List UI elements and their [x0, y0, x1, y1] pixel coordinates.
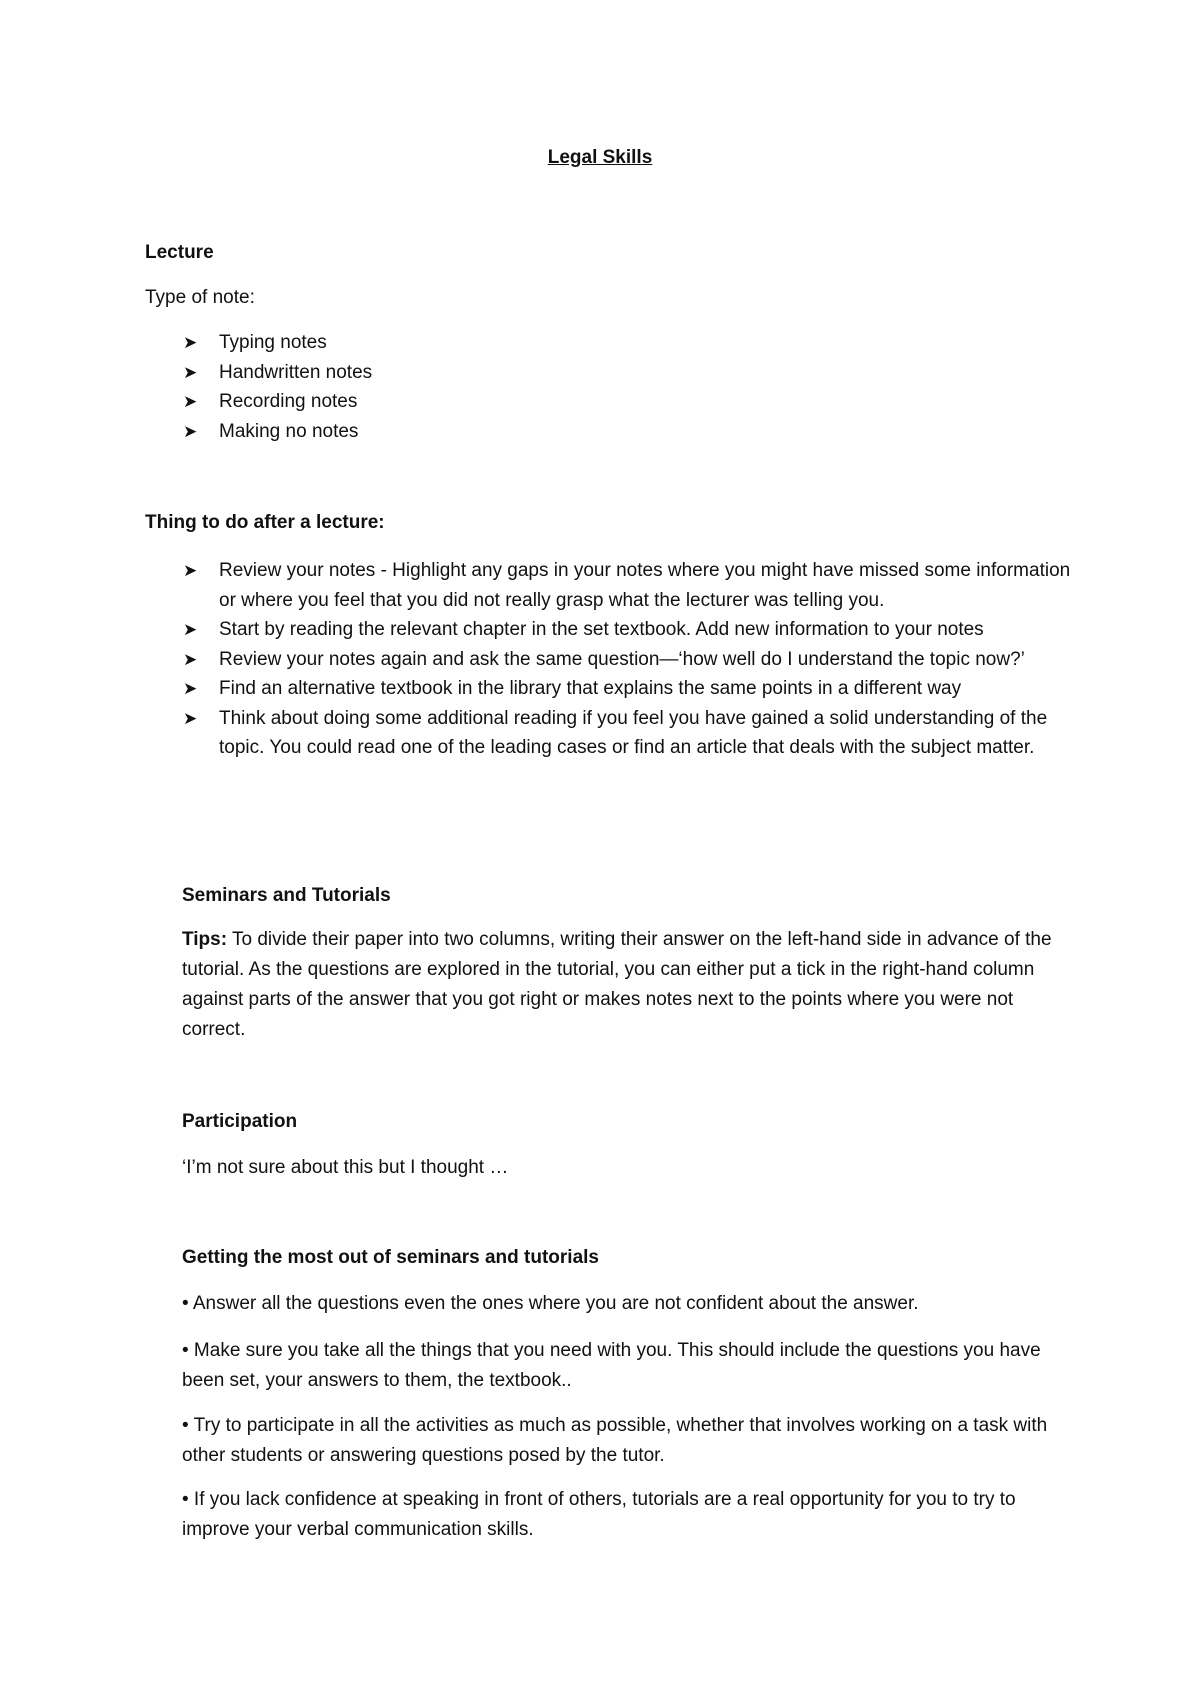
- list-item: ➤ Review your notes - Highlight any gaps in your notes where you might have missed some information or where you feel that you did not really grasp what the lecturer was telling you.: [145, 556, 1075, 615]
- arrow-bullet-icon: ➤: [183, 649, 198, 669]
- arrow-bullet-icon: ➤: [183, 362, 198, 382]
- tips-text: To divide their paper into two columns, writing their answer on the left-hand side in advance of the tutorial. As the questions are explored in the tutorial, you can either put a tick in the right-hand column against parts of the answer that you got right or makes notes next to the points where you were not correct.: [182, 929, 1052, 1040]
- participation-heading: Participation: [182, 1111, 298, 1132]
- note-type-label: Type of note:: [145, 287, 255, 308]
- document-title: Legal Skills: [547, 147, 653, 168]
- participation-quote: ‘I’m not sure about this but I thought …: [182, 1157, 509, 1178]
- note-types-list: [145, 328, 1045, 446]
- tips-label: Tips:: [182, 929, 228, 950]
- list-item: ➤ Making no notes: [145, 417, 1045, 447]
- most-out-item: • Try to participate in all the activities as much as possible, whether that involves working on a task with other students or answering questions posed by the tutor.: [182, 1415, 1048, 1466]
- list-item: ➤ Recording notes: [145, 387, 1045, 417]
- list-item: ➤ Typing notes: [145, 328, 1045, 358]
- arrow-bullet-icon: ➤: [183, 392, 198, 411]
- after-lecture-list: [145, 556, 1075, 763]
- tips-paragraph: [182, 925, 1062, 1045]
- most-out-heading: Getting the most out of seminars and tutorials: [182, 1247, 599, 1268]
- arrow-bullet-icon: ➤: [183, 561, 198, 580]
- most-out-item: • Make sure you take all the things that you need with you. This should include the questions you have been set, your answers to them, the textbook..: [182, 1340, 1041, 1391]
- most-out-item: • Answer all the questions even the ones where you are not confident about the answer.: [182, 1293, 919, 1314]
- after-lecture-heading: Thing to do after a lecture:: [145, 512, 385, 533]
- lecture-heading: Lecture: [145, 242, 214, 263]
- most-out-item: • If you lack confidence at speaking in front of others, tutorials are a real opportunity for you to try to improve your verbal communication skills.: [182, 1489, 1016, 1540]
- arrow-bullet-icon: ➤: [183, 708, 198, 728]
- arrow-bullet-icon: ➤: [183, 620, 198, 639]
- arrow-bullet-icon: ➤: [183, 679, 198, 698]
- list-item: ➤ Start by reading the relevant chapter in the set textbook. Add new information to your notes: [145, 615, 1075, 645]
- list-item: ➤ Handwritten notes: [145, 358, 1045, 388]
- seminars-heading: Seminars and Tutorials: [182, 885, 391, 906]
- arrow-bullet-icon: ➤: [183, 333, 198, 352]
- list-item: ➤ Review your notes again and ask the same question—‘how well do I understand the topic now?’: [145, 645, 1075, 675]
- list-item: ➤ Think about doing some additional reading if you feel you have gained a solid understanding of the topic. You could read one of the leading cases or find an article that deals with the subject matter.: [145, 704, 1075, 763]
- list-item: ➤ Find an alternative textbook in the library that explains the same points in a different way: [145, 674, 1075, 704]
- arrow-bullet-icon: ➤: [183, 421, 198, 441]
